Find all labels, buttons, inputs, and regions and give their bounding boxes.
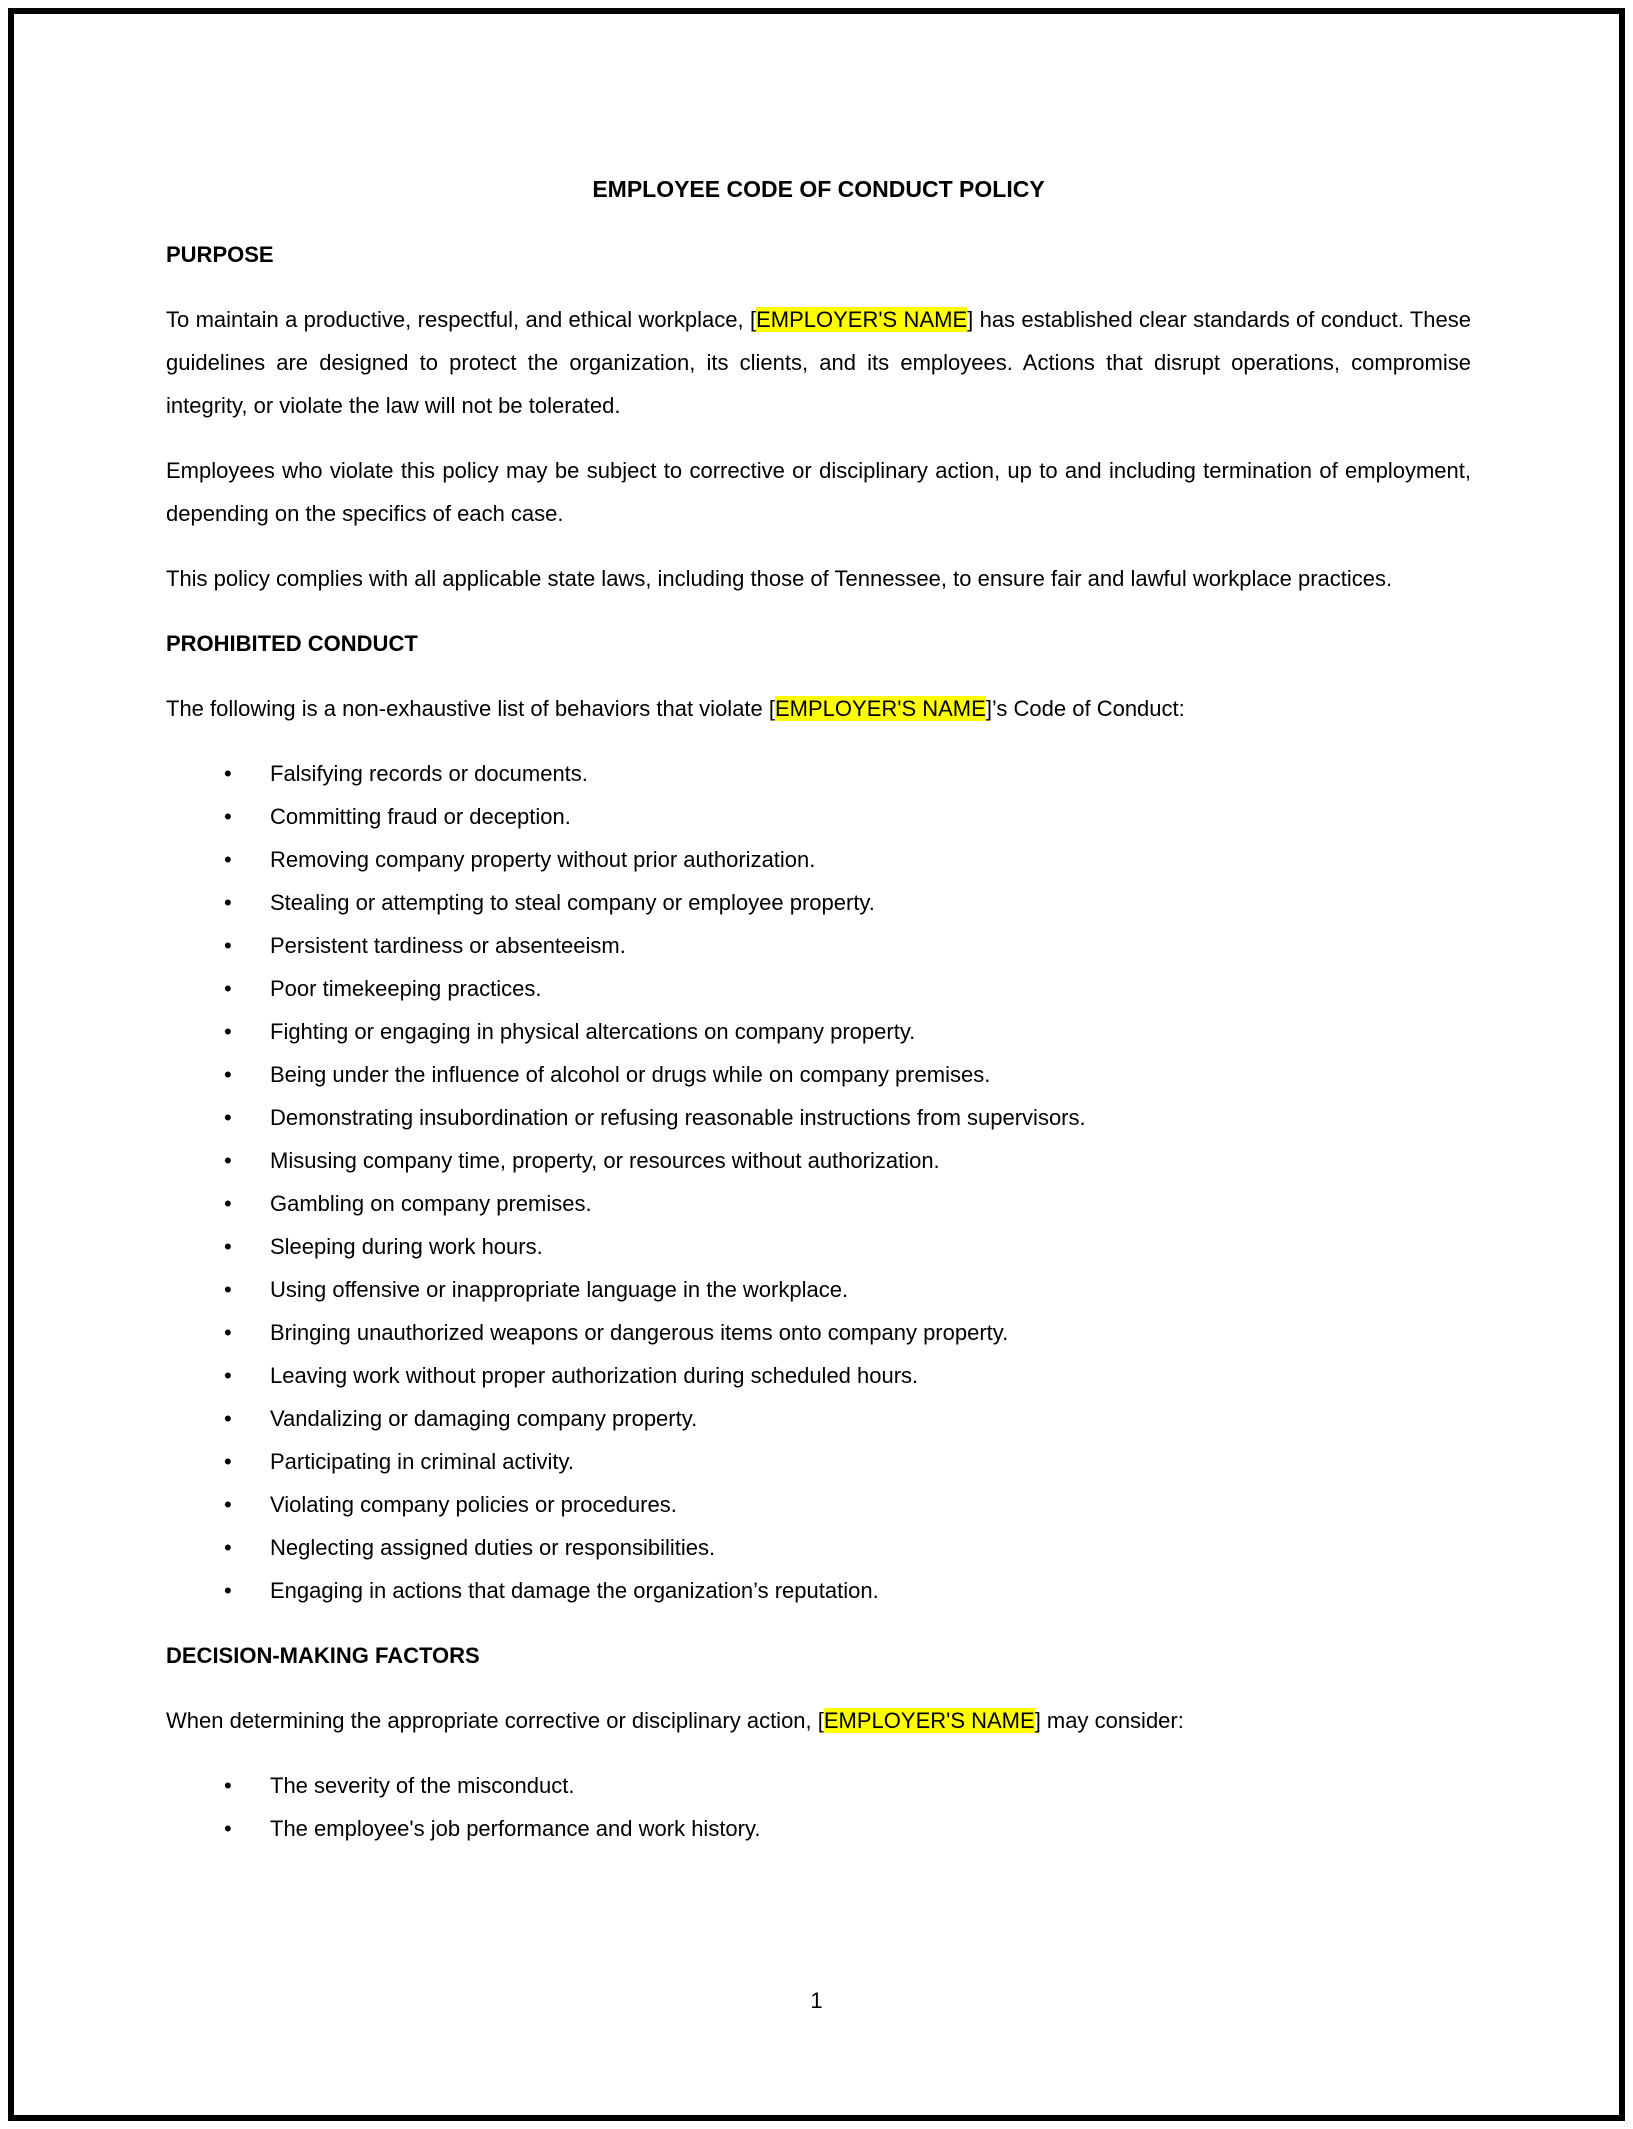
section-heading-prohibited-conduct: PROHIBITED CONDUCT bbox=[166, 631, 418, 656]
list-item: • Removing company property without prior authorization. bbox=[166, 838, 1471, 881]
prohibited-conduct-list bbox=[166, 752, 1471, 1612]
section-heading-purpose: PURPOSE bbox=[166, 242, 274, 267]
list-item: • Being under the influence of alcohol or drugs while on company premises. bbox=[166, 1053, 1471, 1096]
paragraph-text: To maintain a productive, respectful, and ethical workplace, [ bbox=[166, 307, 757, 332]
decision-intro-paragraph bbox=[166, 1699, 1471, 1742]
paragraph-text: ]’s Code of Conduct: bbox=[985, 696, 1185, 721]
paragraph-text: ] has established clear standards of conduct. These guidelines are designed to protect the organization, its clients, and its employees. Actions that disrupt operations, compromise integrity, or violate the law will not be tolerated. bbox=[166, 307, 1471, 418]
prohibited-intro-paragraph bbox=[166, 687, 1471, 730]
list-item: • Using offensive or inappropriate language in the workplace. bbox=[166, 1268, 1471, 1311]
paragraph-text: When determining the appropriate corrective or disciplinary action, [ bbox=[166, 1708, 824, 1733]
employer-name-placeholder: EMPLOYER'S NAME bbox=[775, 696, 986, 721]
list-item: • Vandalizing or damaging company property. bbox=[166, 1397, 1471, 1440]
list-item: • The employee's job performance and work history. bbox=[166, 1807, 1471, 1850]
list-item: • Misusing company time, property, or resources without authorization. bbox=[166, 1139, 1471, 1182]
list-item: • Fighting or engaging in physical altercations on company property. bbox=[166, 1010, 1471, 1053]
purpose-paragraph-3: This policy complies with all applicable state laws, including those of Tennessee, to ensure fair and lawful workplace practices. bbox=[166, 566, 1393, 591]
list-item: • Sleeping during work hours. bbox=[166, 1225, 1471, 1268]
decision-factors-list bbox=[166, 1764, 1471, 1850]
list-item: • Bringing unauthorized weapons or dangerous items onto company property. bbox=[166, 1311, 1471, 1354]
paragraph-text: The following is a non-exhaustive list of behaviors that violate [ bbox=[166, 696, 775, 721]
list-item: • The severity of the misconduct. bbox=[166, 1764, 1471, 1807]
list-item: • Falsifying records or documents. bbox=[166, 752, 1471, 795]
list-item: • Committing fraud or deception. bbox=[166, 795, 1471, 838]
list-item: • Leaving work without proper authorization during scheduled hours. bbox=[166, 1354, 1471, 1397]
list-item: • Poor timekeeping practices. bbox=[166, 967, 1471, 1010]
section-heading-decision-making-factors: DECISION-MAKING FACTORS bbox=[166, 1643, 480, 1668]
list-item: • Engaging in actions that damage the organization’s reputation. bbox=[166, 1569, 1471, 1612]
list-item: • Gambling on company premises. bbox=[166, 1182, 1471, 1225]
employer-name-placeholder: EMPLOYER'S NAME bbox=[756, 307, 968, 332]
list-item: • Demonstrating insubordination or refusing reasonable instructions from supervisors. bbox=[166, 1096, 1471, 1139]
page-number: 1 bbox=[810, 1988, 823, 2013]
purpose-paragraph-2: Employees who violate this policy may be subject to corrective or disciplinary action, up to and including termination of employment, depending on the specifics of each case. bbox=[166, 458, 1471, 526]
list-item: • Participating in criminal activity. bbox=[166, 1440, 1471, 1483]
paragraph-text: ] may consider: bbox=[1034, 1708, 1184, 1733]
list-item: • Stealing or attempting to steal company or employee property. bbox=[166, 881, 1471, 924]
purpose-paragraph-1 bbox=[166, 298, 1471, 427]
list-item: • Violating company policies or procedures. bbox=[166, 1483, 1471, 1526]
employer-name-placeholder: EMPLOYER'S NAME bbox=[823, 1708, 1035, 1733]
list-item: • Persistent tardiness or absenteeism. bbox=[166, 924, 1471, 967]
list-item: • Neglecting assigned duties or responsibilities. bbox=[166, 1526, 1471, 1569]
document-title: EMPLOYEE CODE OF CONDUCT POLICY bbox=[592, 176, 1045, 202]
